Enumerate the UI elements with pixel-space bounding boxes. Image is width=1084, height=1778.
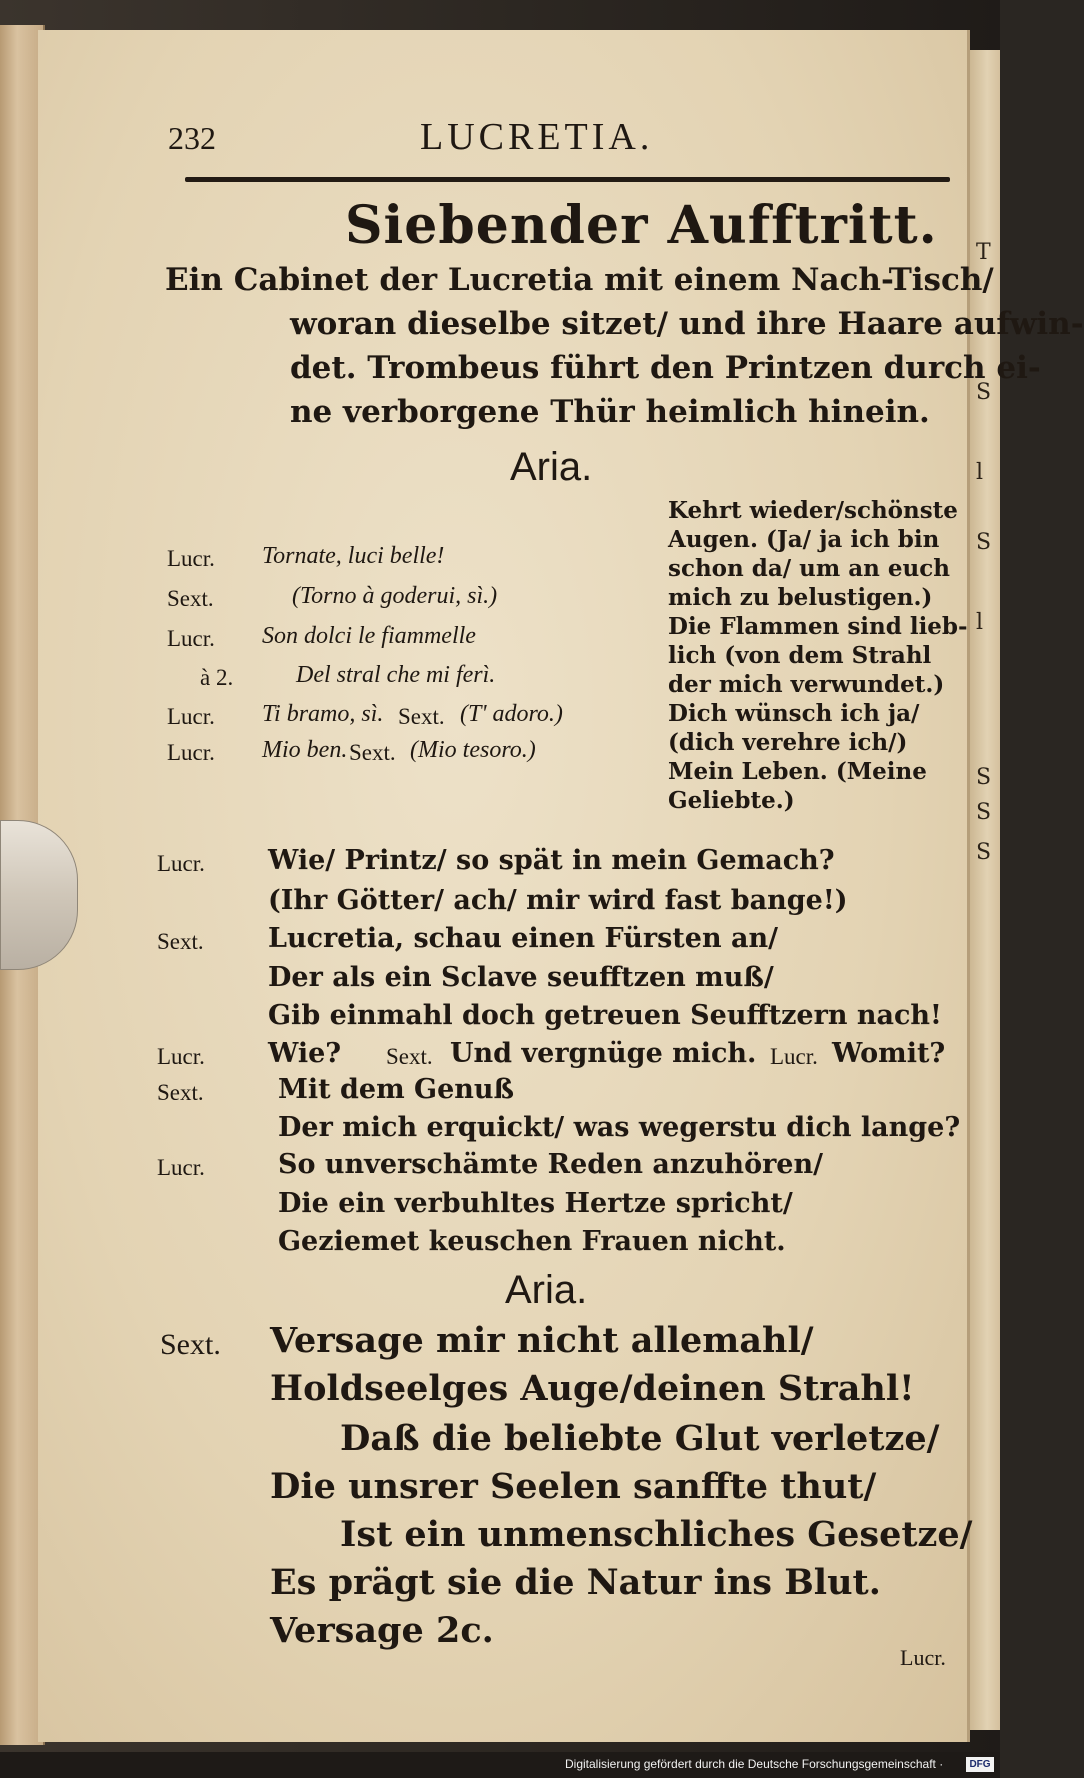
dialogue-line: Womit? (832, 1038, 946, 1069)
speaker-label: Lucr. (167, 704, 215, 729)
aria-verse: Die unsrer Seelen sanffte thut/ (270, 1466, 877, 1507)
italian-verse: (T' adoro.) (460, 701, 563, 727)
aria-verse: Es prägt sie die Natur ins Blut. (270, 1562, 881, 1603)
facing-page-fragment: S (976, 800, 992, 825)
speaker-label: à 2. (200, 665, 234, 690)
aria-verse: Ist ein unmenschliches Gesetze/ (340, 1514, 973, 1555)
stage-direction-line: det. Trombeus führt den Printzen durch ei- (290, 350, 1041, 386)
translation-line: der mich verwundet.) (668, 671, 945, 698)
running-head: LUCRETIA. (420, 116, 654, 158)
dialogue-line: Die ein verbuhltes Hertze spricht/ (278, 1188, 793, 1219)
dialogue-line: Und vergnüge mich. (450, 1038, 757, 1069)
speaker-label: Sext. (386, 1044, 433, 1069)
italian-verse: Tornate, luci belle! (262, 543, 445, 569)
header-rule (185, 177, 950, 182)
aria-verse: Versage mir nicht allemahl/ (270, 1320, 814, 1361)
italian-verse: Ti bramo, sì. (262, 701, 384, 727)
stage-direction-line: Ein Cabinet der Lucretia mit einem Nach-Tisch/ (165, 262, 994, 298)
aria-heading: Aria. (505, 1268, 588, 1312)
translation-line: mich zu belustigen.) (668, 584, 933, 611)
aria-verse: Holdseelges Auge/deinen Strahl! (270, 1368, 915, 1409)
italian-verse: Son dolci le fiammelle (262, 623, 476, 649)
translation-line: Die Flammen sind lieb- (668, 613, 968, 640)
speaker-label: Lucr. (167, 626, 215, 651)
translation-line: (dich verehre ich/) (668, 729, 908, 756)
facing-page-fragment: S (976, 765, 992, 790)
translation-line: Geliebte.) (668, 787, 795, 814)
speaker-label: Lucr. (157, 851, 205, 876)
translation-line: Augen. (Ja/ ja ich bin (668, 526, 940, 553)
speaker-label: Sext. (157, 1080, 204, 1105)
speaker-label: Lucr. (157, 1155, 205, 1180)
facing-page-fragment: l (976, 460, 984, 485)
dialogue-line: So unverschämte Reden anzuhören/ (278, 1149, 823, 1180)
dialogue-line: Lucretia, schau einen Fürsten an/ (268, 923, 778, 954)
aria-verse: Versage 2c. (270, 1610, 494, 1651)
stage-direction-line: woran dieselbe sitzet/ und ihre Haare aufwin- (290, 306, 1084, 342)
speaker-label: Sext. (157, 929, 204, 954)
translation-line: lich (von dem Strahl (668, 642, 932, 669)
italian-verse: (Torno à goderui, sì.) (292, 583, 498, 609)
page-number: 232 (168, 120, 216, 156)
dialogue-line: (Ihr Götter/ ach/ mir wird fast bange!) (268, 885, 848, 916)
dialogue-line: Wie/ Printz/ so spät in mein Gemach? (268, 845, 835, 876)
dialogue-line: Wie? (268, 1038, 342, 1069)
italian-verse: (Mio tesoro.) (410, 737, 536, 763)
funding-notice: Digitalisierung gefördert durch die Deutsche Forschungsgemeinschaft · (565, 1757, 944, 1771)
speaker-label: Sext. (349, 740, 396, 765)
stage-direction-line: ne verborgene Thür heimlich hinein. (290, 394, 930, 430)
speaker-label: Sext. (398, 704, 445, 729)
speaker-label: Sext. (167, 586, 214, 611)
speaker-label: Lucr. (770, 1044, 818, 1069)
dfg-logo: DFG (966, 1757, 994, 1772)
speaker-label: Lucr. (167, 740, 215, 765)
aria-heading: Aria. (510, 445, 593, 489)
dialogue-line: Der als ein Sclave seufftzen muß/ (268, 962, 774, 993)
aria-verse: Daß die beliebte Glut verletze/ (340, 1418, 940, 1459)
facing-page-fragment: S (976, 380, 992, 405)
translation-line: Kehrt wieder/schönste (668, 497, 958, 524)
translation-line: schon da/ um an euch (668, 555, 950, 582)
catchword: Lucr. (900, 1645, 946, 1670)
scene-title: Siebender Aufftritt. (345, 195, 938, 256)
translation-line: Dich wünsch ich ja/ (668, 700, 920, 727)
facing-page-fragment: l (976, 610, 984, 635)
facing-page-fragment: T (976, 240, 991, 265)
italian-verse: Mio ben. (262, 737, 348, 763)
translation-line: Mein Leben. (Meine (668, 758, 927, 785)
facing-page-edge (968, 50, 1000, 1730)
speaker-label: Lucr. (157, 1044, 205, 1069)
dialogue-line: Der mich erquickt/ was wegerstu dich lange? (278, 1112, 961, 1143)
dialogue-line: Geziemet keuschen Frauen nicht. (278, 1226, 786, 1257)
speaker-label: Lucr. (167, 546, 215, 571)
facing-page-fragment: S (976, 530, 992, 555)
italian-verse: Del stral che mi ferì. (296, 662, 496, 688)
speaker-label: Sext. (160, 1328, 221, 1361)
dialogue-line: Mit dem Genuß (278, 1074, 515, 1105)
facing-page-fragment: S (976, 840, 992, 865)
dialogue-line: Gib einmahl doch getreuen Seufftzern nach! (268, 1000, 942, 1031)
